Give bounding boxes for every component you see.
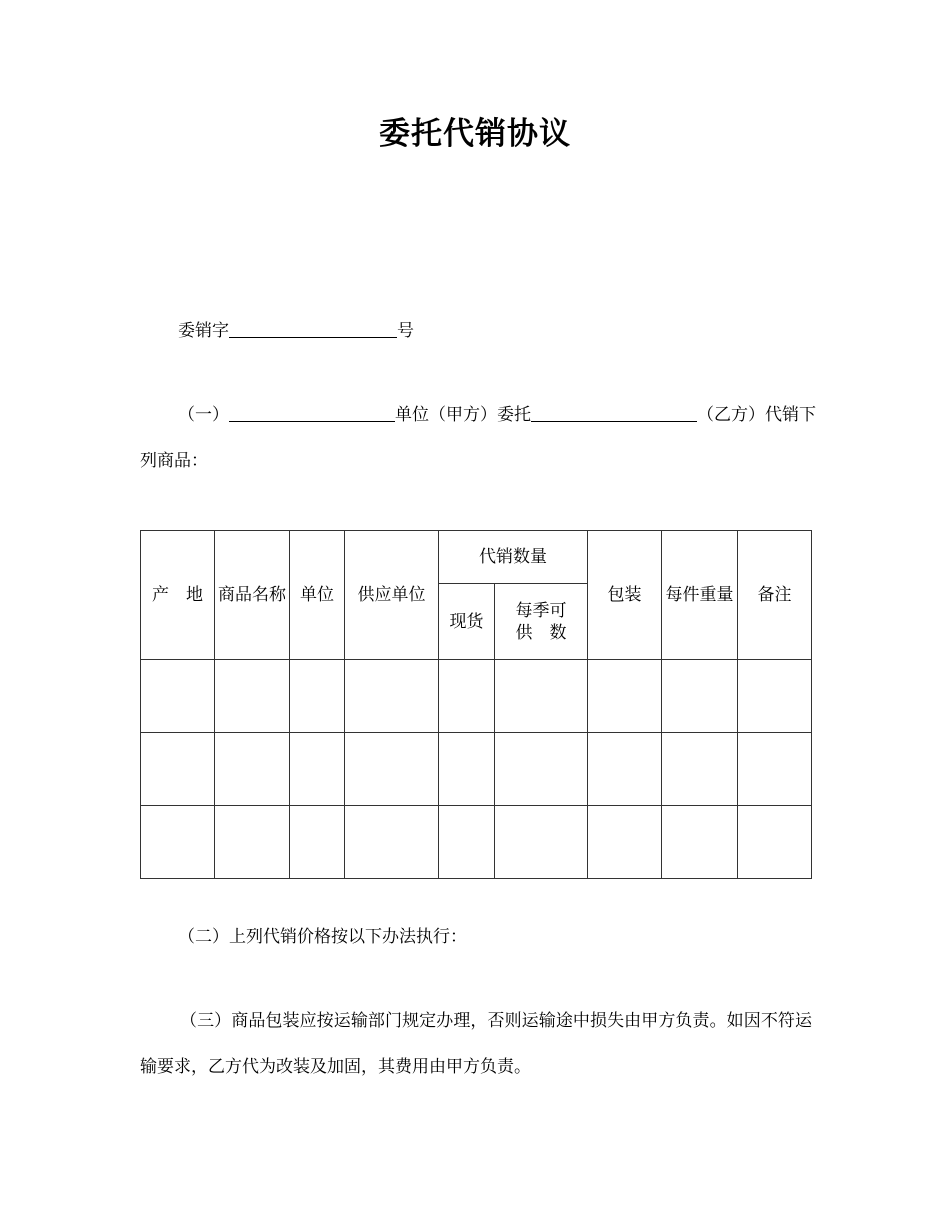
header-supplier: 供应单位	[345, 531, 439, 660]
table-cell[interactable]	[215, 660, 290, 733]
header-remarks: 备注	[738, 531, 812, 660]
table-header-row	[141, 531, 812, 584]
table-cell[interactable]	[588, 733, 662, 806]
header-in-stock: 现货	[439, 584, 495, 660]
clause-1-party-b: （乙方）代销下	[697, 405, 816, 425]
header-unit: 单位	[290, 531, 345, 660]
table-cell[interactable]	[215, 733, 290, 806]
clause-3: （三）商品包装应按运输部门规定办理，否则运输途中损失由甲方负责。如因不符运输要求，乙方代为改装及加固，其费用由甲方负责。	[140, 1011, 812, 1077]
table-cell[interactable]	[495, 733, 588, 806]
table-cell[interactable]	[495, 660, 588, 733]
header-seasonal-line-2: 供 数	[515, 622, 567, 643]
table-cell[interactable]	[738, 806, 812, 879]
table-cell[interactable]	[439, 733, 495, 806]
table-cell[interactable]	[141, 806, 215, 879]
table-cell[interactable]	[439, 660, 495, 733]
table-cell[interactable]	[345, 733, 439, 806]
table-cell[interactable]	[345, 660, 439, 733]
table-cell[interactable]	[662, 806, 738, 879]
table-cell[interactable]	[662, 733, 738, 806]
table-cell[interactable]	[439, 806, 495, 879]
reference-number-blank[interactable]	[229, 319, 397, 338]
header-packing: 包装	[588, 531, 662, 660]
table-cell[interactable]	[662, 660, 738, 733]
table-cell[interactable]	[141, 733, 215, 806]
table-cell[interactable]	[290, 660, 345, 733]
table-cell[interactable]	[588, 660, 662, 733]
table-row	[141, 733, 812, 806]
party-b-blank[interactable]	[531, 403, 697, 422]
table-cell[interactable]	[141, 660, 215, 733]
header-weight: 每件重量	[662, 531, 738, 660]
table-cell[interactable]	[495, 806, 588, 879]
document-title: 委托代销协议	[379, 116, 571, 152]
table-cell[interactable]	[345, 806, 439, 879]
reference-suffix: 号	[397, 321, 414, 341]
table-cell[interactable]	[738, 660, 812, 733]
table-row	[141, 806, 812, 879]
clause-1-line-2: 列商品：	[140, 451, 208, 471]
table-row	[141, 660, 812, 733]
goods-table	[140, 530, 812, 879]
clause-1-opening: （一）	[178, 405, 229, 425]
header-origin: 产 地	[141, 531, 215, 660]
reference-line	[178, 318, 414, 344]
header-seasonal-supply	[495, 584, 588, 660]
reference-prefix: 委销字	[178, 321, 229, 341]
table-cell[interactable]	[215, 806, 290, 879]
header-seasonal-line-1: 每季可	[515, 600, 567, 621]
header-consign-qty: 代销数量	[439, 531, 588, 584]
party-a-blank[interactable]	[229, 403, 395, 422]
table-cell[interactable]	[290, 733, 345, 806]
table-cell[interactable]	[738, 733, 812, 806]
table-cell[interactable]	[290, 806, 345, 879]
table-cell[interactable]	[588, 806, 662, 879]
clause-1-unit-label: 单位（甲方）委托	[395, 405, 531, 425]
header-product-name: 商品名称	[215, 531, 290, 660]
clause-1-line-1	[178, 402, 816, 428]
clause-2: （二）上列代销价格按以下办法执行：	[178, 927, 467, 947]
